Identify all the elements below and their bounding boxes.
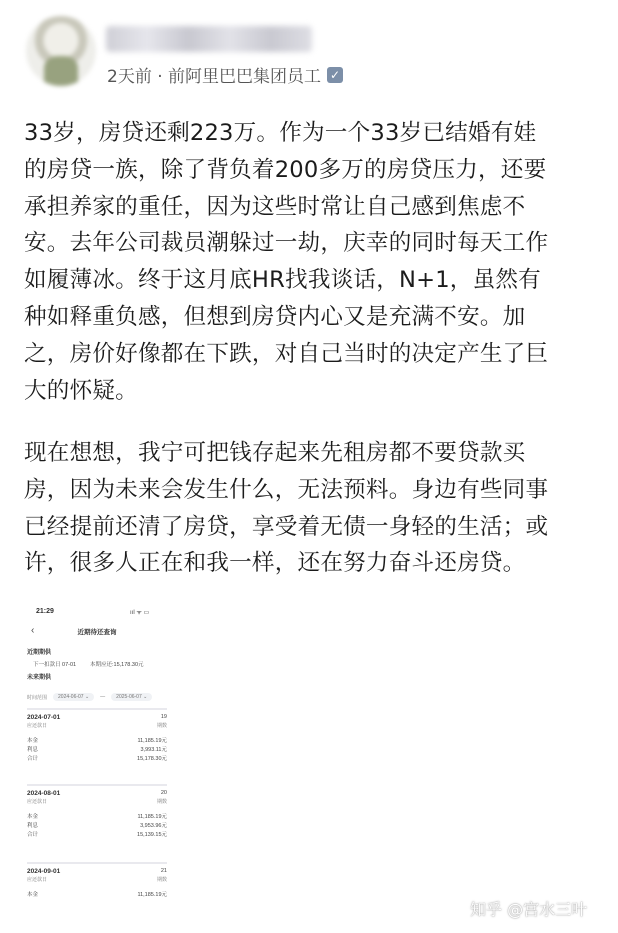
due-date-label: 应还款日 <box>27 877 48 883</box>
installment-card <box>27 713 167 764</box>
interest-value: 3,993.11元 <box>140 747 167 753</box>
total-value: 15,139.15元 <box>137 832 167 838</box>
due-date-label: 应还款日 <box>27 723 48 729</box>
post-line: 大的怀疑。 <box>24 377 138 404</box>
verified-badge-icon: ✓ <box>327 67 343 83</box>
installment-number: 20 <box>160 790 167 796</box>
blurred-username[interactable] <box>106 26 312 52</box>
recent-label: 近期期供 <box>27 650 52 656</box>
installment-card <box>27 867 167 900</box>
installment-card <box>27 789 167 840</box>
principal-label: 本金 <box>27 814 39 820</box>
post-meta <box>107 62 343 87</box>
principal-label: 本金 <box>27 892 39 898</box>
installment-date: 2024-08-01 <box>27 790 61 797</box>
post-line: 的房贷一族，除了背负着200多万的房贷压力，还要 <box>24 156 547 183</box>
zhihu-watermark: 知乎 @宫水三叶 <box>470 900 588 919</box>
installment-date: 2024-07-01 <box>27 714 61 721</box>
user-avatar[interactable] <box>26 16 96 86</box>
post-paragraph-2 <box>24 435 594 582</box>
screen-title: 近期待还查询 <box>77 629 117 636</box>
post-line: 之，房价好像都在下跌，对自己当时的决定产生了巨 <box>24 340 549 367</box>
divider <box>27 708 167 710</box>
post-line: 安。去年公司裁员潮躲过一劫，庆幸的同时每天工作 <box>24 230 549 257</box>
post-paragraph-1 <box>24 115 594 409</box>
post-meta-text: 2天前 · 前阿里巴巴集团员工 <box>107 67 322 87</box>
total-value: 15,178.30元 <box>137 756 167 762</box>
due-date-label: 应还款日 <box>27 799 48 805</box>
date-range <box>27 690 175 704</box>
principal-label: 本金 <box>27 738 39 744</box>
installment-date: 2024-09-01 <box>27 868 61 875</box>
interest-value: 3,953.96元 <box>140 823 167 829</box>
post-line: 33岁，房贷还剩223万。作为一个33岁已结婚有娃 <box>24 120 537 146</box>
principal-value: 11,185.19元 <box>137 814 167 820</box>
range-to: 2025-06-07 ⌄ <box>111 693 152 701</box>
divider <box>27 862 167 864</box>
total-label: 合计 <box>27 832 39 838</box>
period-label: 期数 <box>156 799 167 805</box>
principal-value: 11,185.19元 <box>137 892 167 898</box>
post-line: 现在想想，我宁可把钱存起来先租房都不要贷款买 <box>24 440 526 466</box>
interest-label: 利息 <box>27 747 39 753</box>
post-line: 房，因为未来会发生什么，无法预料。身边有些同事 <box>24 476 549 503</box>
installment-number: 19 <box>160 714 167 720</box>
next-deduct-date: 下一扣款日 07-01 <box>33 662 77 668</box>
loan-screenshot-image[interactable] <box>18 600 176 933</box>
post-line: 种如释重负感，但想到房贷内心又是充满不安。加 <box>24 303 526 330</box>
divider <box>27 784 167 786</box>
range-separator: — <box>100 694 106 700</box>
total-label: 合计 <box>27 756 39 762</box>
period-label: 期数 <box>156 877 167 883</box>
status-icons: ııl ᯤ ▭ <box>130 610 150 616</box>
installment-number: 21 <box>160 868 167 874</box>
interest-label: 利息 <box>27 823 39 829</box>
principal-value: 11,185.19元 <box>137 738 167 744</box>
post-line: 承担养家的重任，因为这些时常让自己感到焦虑不 <box>24 193 526 220</box>
range-from: 2024-06-07 ⌄ <box>53 693 94 701</box>
range-label: 时间范围 <box>27 694 48 701</box>
post-line: 如履薄冰。终于这月底HR找我谈话，N+1，虽然有 <box>24 267 541 294</box>
due-amount: 本期应还:15,178.30元 <box>90 662 144 668</box>
future-label: 未来期供 <box>27 675 52 681</box>
back-arrow-icon: ‹ <box>31 625 35 636</box>
period-label: 期数 <box>156 723 167 729</box>
post-line: 许，很多人正在和我一样，还在努力奋斗还房贷。 <box>24 550 526 577</box>
post-line: 已经提前还清了房贷，享受着无债一身轻的生活；或 <box>24 513 549 540</box>
status-time: 21:29 <box>36 608 54 615</box>
